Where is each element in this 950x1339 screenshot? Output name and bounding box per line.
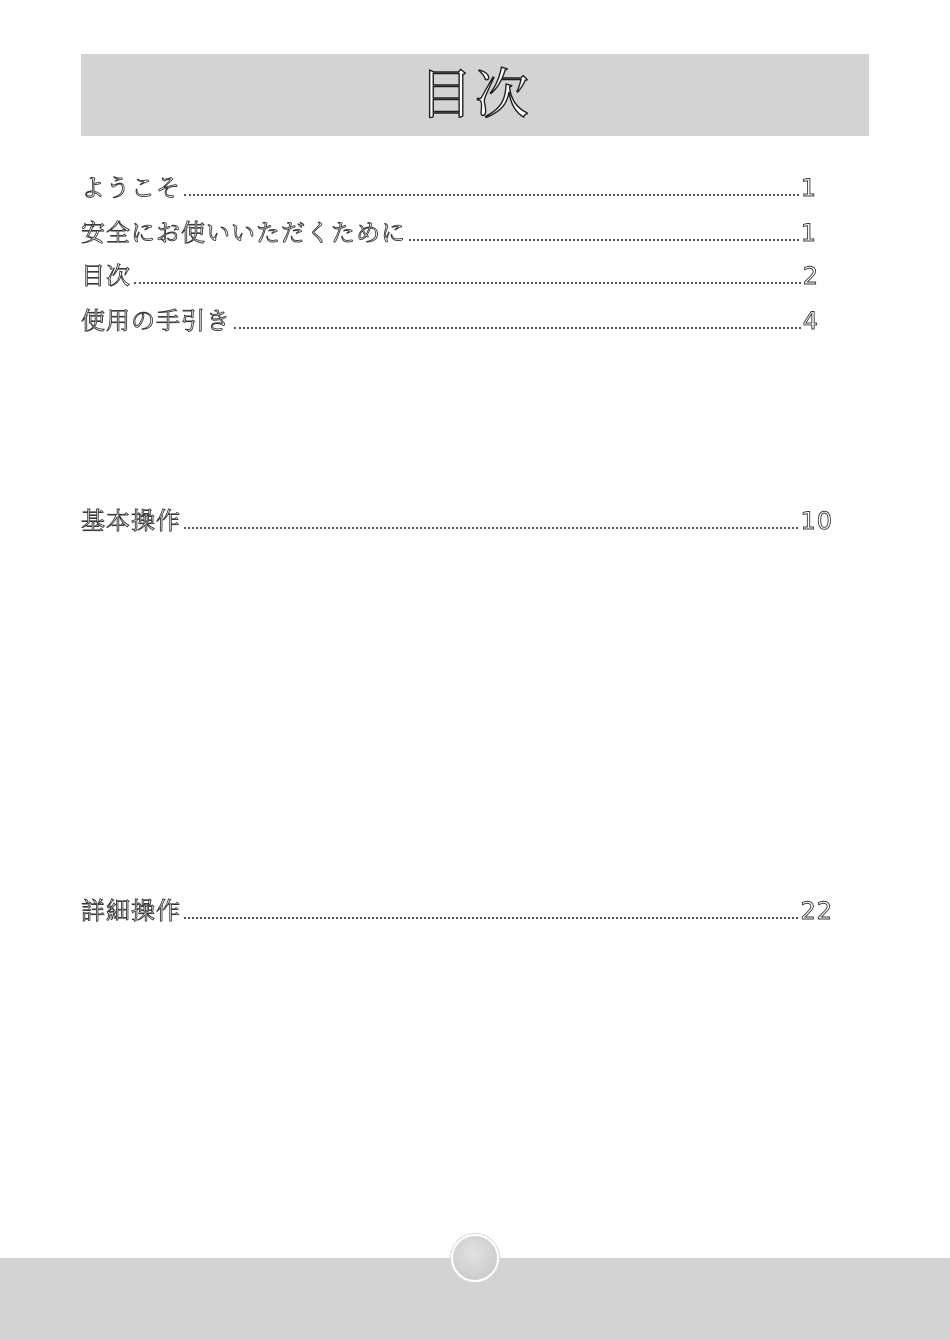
toc-entry-page: 10 — [800, 507, 833, 535]
page-title: 目次 — [419, 63, 531, 126]
toc-entry-safety[interactable] — [81, 211, 817, 245]
toc-entry-page: 2 — [802, 262, 819, 290]
dotted-leader — [184, 527, 798, 529]
toc-entry-page: 1 — [800, 174, 817, 202]
toc-entry-page: 22 — [800, 897, 833, 925]
dotted-leader — [184, 194, 799, 196]
toc-entry-page: 4 — [802, 307, 819, 335]
toc-entry-page: 1 — [800, 219, 817, 247]
toc-entry-contents[interactable] — [81, 254, 819, 288]
toc-entry-label: 安全にお使いいただくために — [81, 219, 406, 247]
dotted-leader — [184, 917, 798, 919]
toc-entry-getting-started[interactable] — [81, 299, 819, 333]
dotted-leader — [134, 282, 801, 284]
toc-entry-advanced-operations[interactable] — [81, 889, 833, 923]
toc-entry-basic-operations[interactable] — [81, 499, 833, 533]
toc-entry-label: 詳細操作 — [81, 897, 181, 925]
toc-entry-label: 使用の手引き — [81, 307, 231, 335]
toc-entry-welcome[interactable] — [81, 166, 817, 200]
dotted-leader — [409, 239, 799, 241]
toc-entry-label: ようこそ — [81, 174, 181, 202]
toc-entry-label: 目次 — [81, 262, 131, 290]
dotted-leader — [234, 327, 801, 329]
title-bar — [81, 54, 869, 136]
toc-entry-label: 基本操作 — [81, 507, 181, 535]
page-number-circle — [451, 1234, 499, 1282]
